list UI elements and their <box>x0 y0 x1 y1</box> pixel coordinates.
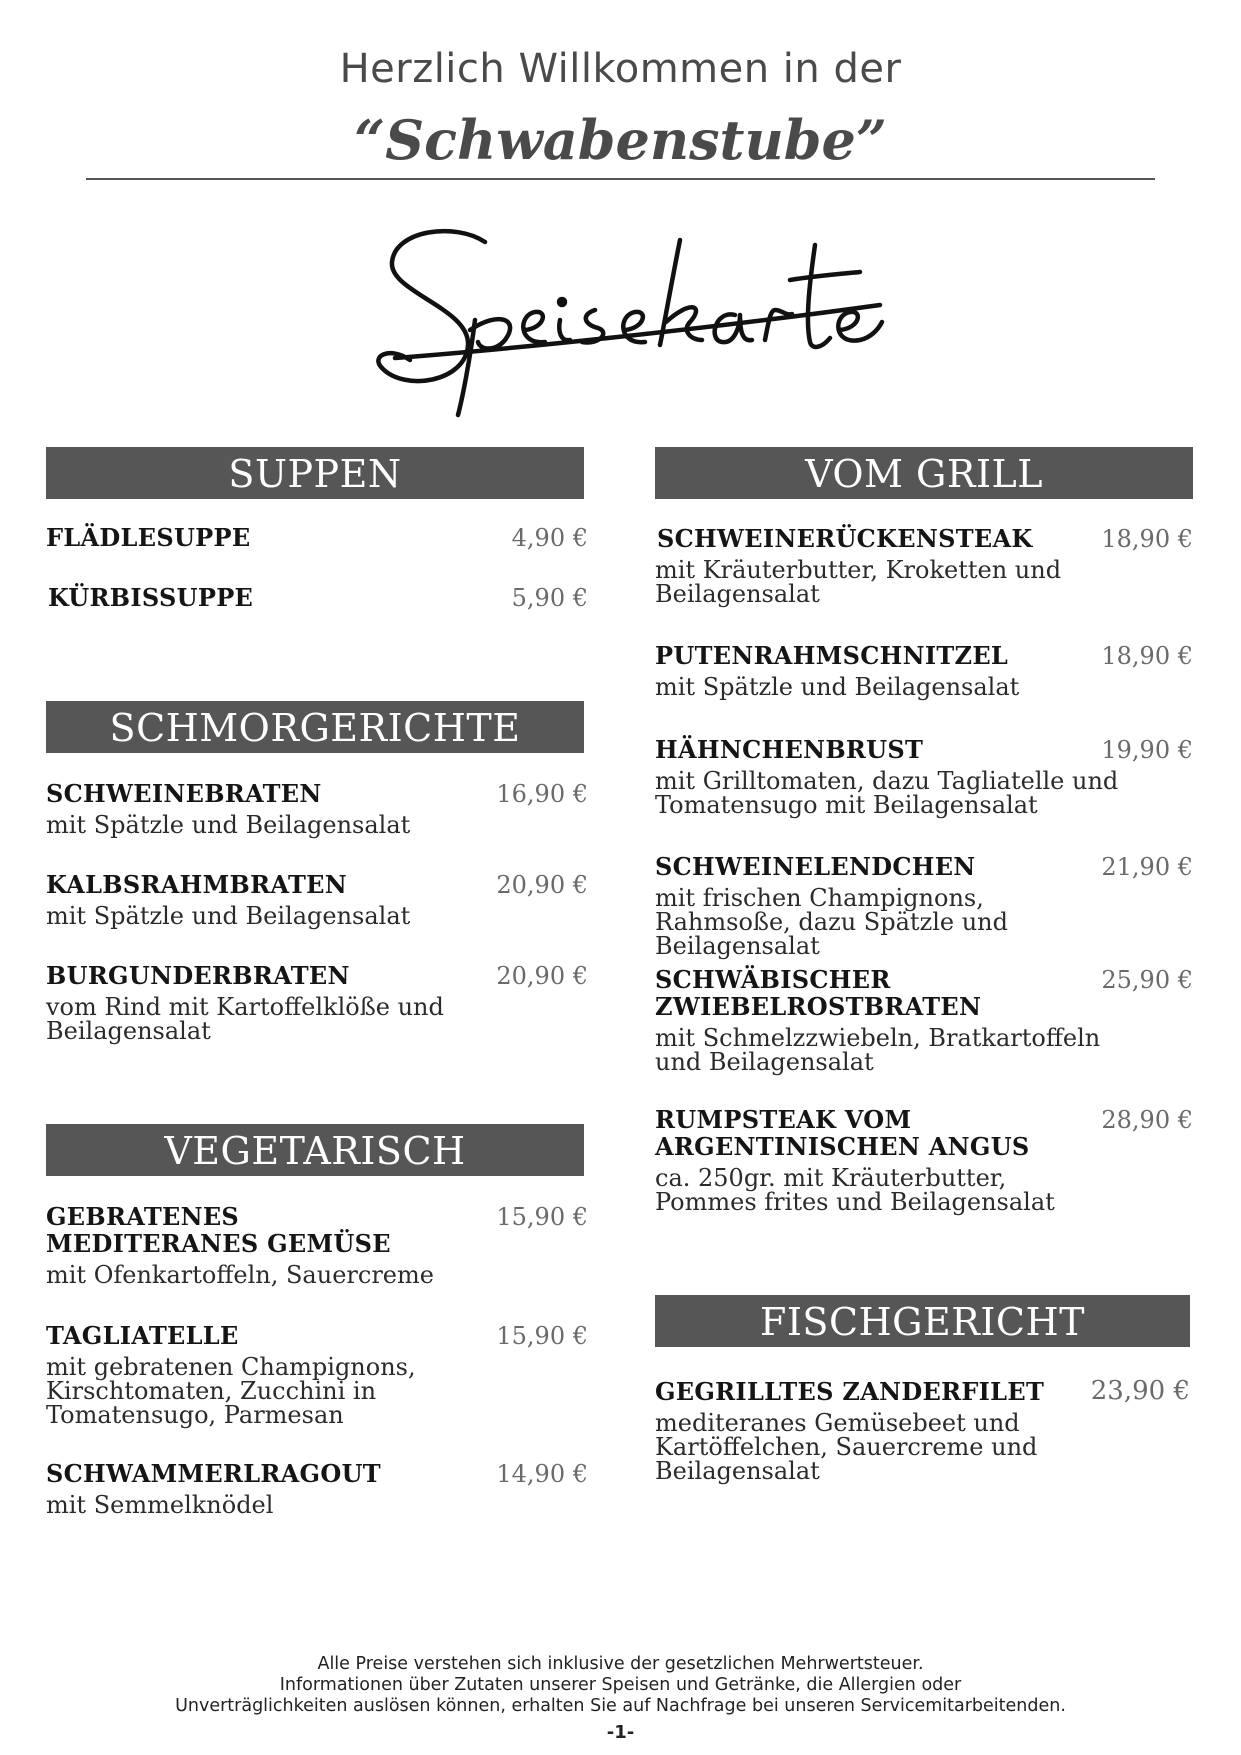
item-name: KALBSRAHMBRATEN <box>46 870 347 899</box>
menu-item <box>46 962 588 1043</box>
menu-item <box>46 1322 588 1427</box>
welcome-heading: Herzlich Willkommen in der <box>339 46 902 92</box>
item-description: mit gebratenen Champignons, Kirschtomaten, Zucchini in Tomatensugo, Parmesan <box>46 1353 416 1429</box>
menu-item <box>655 642 1193 699</box>
item-price: 16,90 € <box>496 780 588 808</box>
item-price: 25,90 € <box>1101 966 1193 994</box>
menu-item <box>46 524 588 551</box>
item-price: 15,90 € <box>496 1203 588 1231</box>
item-price: 20,90 € <box>496 962 588 990</box>
item-description: mit Grilltomaten, dazu Tagliatelle und Tomatensugo mit Beilagensalat <box>655 767 1119 819</box>
item-name: GEGRILLTES ZANDERFILET <box>655 1377 1045 1406</box>
item-description: mediteranes Gemüsebeet und Kartöffelchen, Sauercreme und Beilagensalat <box>655 1409 1038 1485</box>
menu-item <box>48 584 590 611</box>
menu-item <box>46 1203 588 1287</box>
item-price: 14,90 € <box>496 1460 588 1488</box>
item-name: FLÄDLESUPPE <box>46 523 251 552</box>
item-name: KÜRBISSUPPE <box>48 583 254 612</box>
item-name: BURGUNDERBRATEN <box>46 961 350 990</box>
item-name: SCHWEINELENDCHEN <box>655 852 976 881</box>
item-price: 20,90 € <box>496 871 588 899</box>
item-name: TAGLIATELLE <box>46 1321 239 1350</box>
item-name: RUMPSTEAK VOM ARGENTINISCHEN ANGUS <box>655 1105 1030 1161</box>
section-header-vegetarisch: VEGETARISCH <box>46 1124 584 1176</box>
item-name: SCHWAMMERLRAGOUT <box>46 1459 381 1488</box>
footer-line: Unverträglichkeiten auslösen können, erhalten Sie auf Nachfrage bei unseren Servicemitarbeitenden. <box>175 1696 1066 1716</box>
item-name: PUTENRAHMSCHNITZEL <box>655 641 1009 670</box>
item-price: 21,90 € <box>1101 853 1193 881</box>
section-header-fischgericht: FISCHGERICHT <box>655 1295 1190 1347</box>
item-name: GEBRATENES MEDITERANES GEMÜSE <box>46 1202 391 1258</box>
menu-item <box>655 1106 1193 1214</box>
item-name: SCHWÄBISCHER ZWIEBELROSTBRATEN <box>655 965 982 1021</box>
menu-item <box>655 1378 1190 1483</box>
section-header-suppen: SUPPEN <box>46 447 584 499</box>
item-price: 23,90 € <box>1090 1376 1190 1406</box>
item-description: mit Semmelknödel <box>46 1491 274 1519</box>
section-header-vom-grill: VOM GRILL <box>655 447 1193 499</box>
speisekarte-script-title <box>0 210 1241 430</box>
menu-item <box>46 871 588 928</box>
item-description: mit frischen Champignons, Rahmsoße, dazu Spätzle und Beilagensalat <box>655 884 1008 960</box>
item-price: 5,90 € <box>511 584 588 612</box>
item-name: SCHWEINERÜCKENSTEAK <box>657 524 1033 553</box>
item-description: mit Kräuterbutter, Kroketten und Beilagensalat <box>655 556 1062 608</box>
item-description: mit Spätzle und Beilagensalat <box>46 902 411 930</box>
menu-item <box>655 736 1193 817</box>
item-price: 18,90 € <box>1101 525 1193 553</box>
item-name: HÄHNCHENBRUST <box>655 735 924 764</box>
item-price: 4,90 € <box>511 524 588 552</box>
section-header-schmorgerichte: SCHMORGERICHTE <box>46 701 584 753</box>
item-price: 18,90 € <box>1101 642 1193 670</box>
item-description: mit Ofenkartoffeln, Sauercreme <box>46 1261 434 1289</box>
menu-item <box>655 853 1193 958</box>
footer-note <box>0 1654 1241 1717</box>
menu-item <box>46 1460 588 1517</box>
footer-line: Alle Preise verstehen sich inklusive der gesetzlichen Mehrwertsteuer. <box>317 1654 924 1674</box>
menu-item <box>46 780 588 837</box>
item-description: vom Rind mit Kartoffelklöße und Beilagensalat <box>46 993 444 1045</box>
footer-line: Informationen über Zutaten unserer Speisen und Getränke, die Allergien oder <box>279 1675 962 1695</box>
item-description: ca. 250gr. mit Kräuterbutter, Pommes frites und Beilagensalat <box>655 1164 1055 1216</box>
item-name: SCHWEINEBRATEN <box>46 779 322 808</box>
page-number: -1- <box>606 1722 635 1743</box>
item-description: mit Schmelzzwiebeln, Bratkartoffeln und Beilagensalat <box>655 1024 1101 1076</box>
menu-item <box>655 525 1193 606</box>
item-price: 28,90 € <box>1101 1106 1193 1134</box>
item-description: mit Spätzle und Beilagensalat <box>46 811 411 839</box>
item-price: 15,90 € <box>496 1322 588 1350</box>
item-description: mit Spätzle und Beilagensalat <box>655 673 1020 701</box>
menu-item <box>655 966 1193 1074</box>
item-price: 19,90 € <box>1101 736 1193 764</box>
header-divider <box>86 178 1155 180</box>
restaurant-name: “Schwabenstube” <box>354 108 887 172</box>
